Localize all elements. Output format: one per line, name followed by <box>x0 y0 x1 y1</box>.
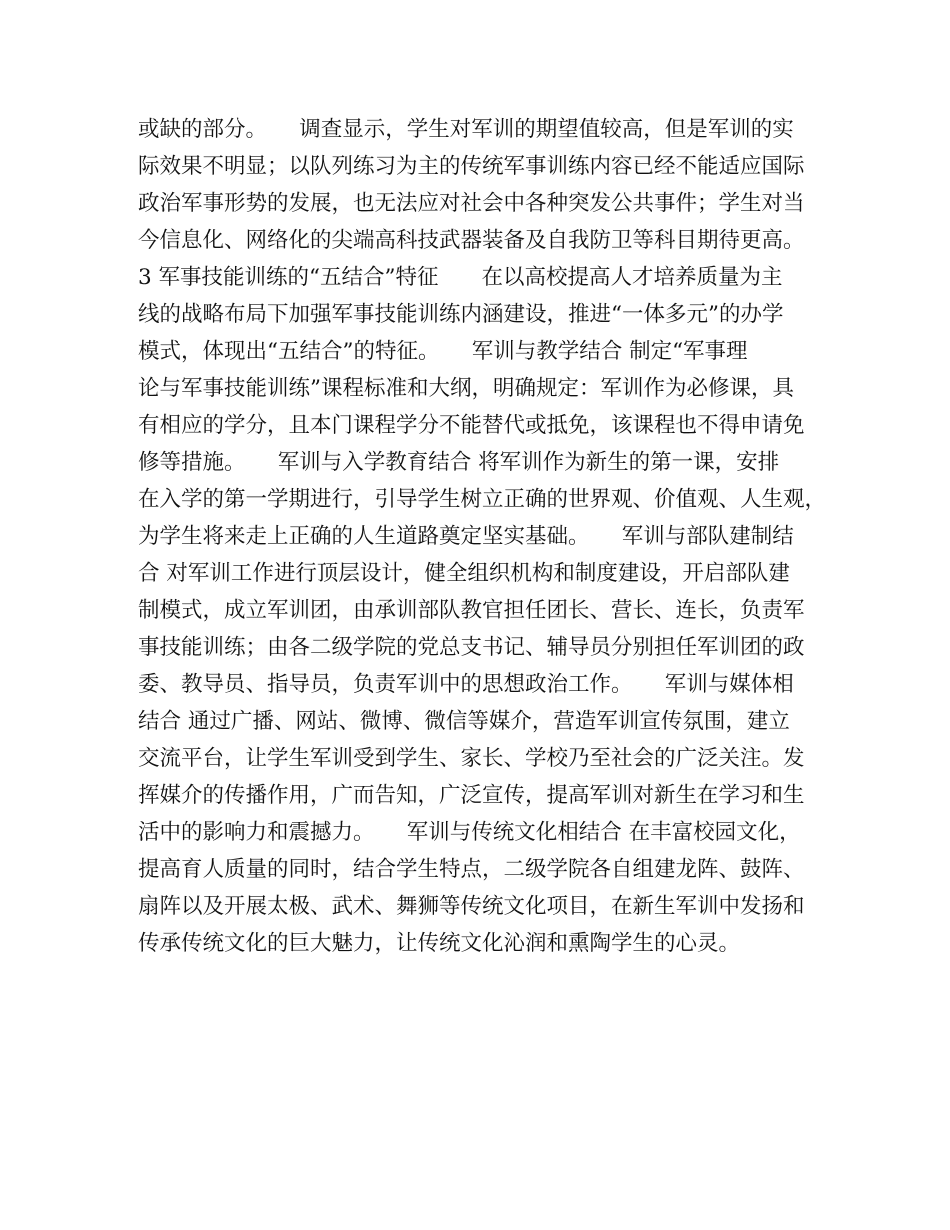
text-line: 挥媒介的传播作用，广而告知，广泛宣传，提高军训对新生在学习和生 <box>138 783 805 808</box>
text-line: 际效果不明显；以队列练习为主的传统军事训练内容已经不能适应国际 <box>138 154 805 179</box>
text-line: 传承传统文化的巨大魅力，让传统文化沁润和熏陶学生的心灵。 <box>138 931 741 956</box>
text-line: 模式，体现出“五结合”的特征。 军训与教学结合 制定“军事理 <box>138 339 748 364</box>
text-line: 结合 通过广播、网站、微博、微信等媒介，营造军训宣传氛围，建立 <box>138 709 790 734</box>
section-heading-line: 3 军事技能训练的“五结合”特征 在以高校提高人才培养质量为主 <box>138 265 783 290</box>
text-line: 扇阵以及开展太极、武术、舞狮等传统文化项目，在新生军训中发扬和 <box>138 894 805 919</box>
text-line: 在入学的第一学期进行，引导学生树立正确的世界观、价值观、人生观， <box>138 487 827 512</box>
text-line: 今信息化、网络化的尖端高科技武器装备及自我防卫等科目期待更高。 <box>138 228 805 253</box>
text-line: 有相应的学分，且本门课程学分不能替代或抵免，该课程也不得申请免 <box>138 413 805 438</box>
text-line: 提高育人质量的同时，结合学生特点，二级学院各自组建龙阵、鼓阵、 <box>138 857 805 882</box>
text-line: 修等措施。 军训与入学教育结合 将军训作为新生的第一课，安排 <box>138 450 780 475</box>
text-line: 活中的影响力和震撼力。 军训与传统文化相结合 在丰富校园文化， <box>138 820 801 845</box>
text-line: 政治军事形势的发展，也无法应对社会中各种突发公共事件；学生对当 <box>138 191 805 216</box>
text-line: 线的战略布局下加强军事技能训练内涵建设，推进“一体多元”的办学 <box>138 302 784 327</box>
text-line: 交流平台，让学生军训受到学生、家长、学校乃至社会的广泛关注。发 <box>138 746 805 771</box>
text-line: 论与军事技能训练”课程标准和大纲，明确规定：军训作为必修课，具 <box>138 376 794 401</box>
text-line: 事技能训练；由各二级学院的党总支书记、辅导员分别担任军训团的政 <box>138 635 805 660</box>
text-line: 委、教导员、指导员，负责军训中的思想政治工作。 军训与媒体相 <box>138 672 794 697</box>
text-line: 或缺的部分。 调查显示，学生对军训的期望值较高，但是军训的实 <box>138 117 794 142</box>
body-text <box>138 111 828 962</box>
text-line: 合 对军训工作进行顶层设计，健全组织机构和制度建设，开启部队建 <box>138 561 790 586</box>
text-line: 为学生将来走上正确的人生道路奠定坚实基础。 军训与部队建制结 <box>138 524 794 549</box>
text-line: 制模式，成立军训团，由承训部队教官担任团长、营长、连长，负责军 <box>138 598 805 623</box>
